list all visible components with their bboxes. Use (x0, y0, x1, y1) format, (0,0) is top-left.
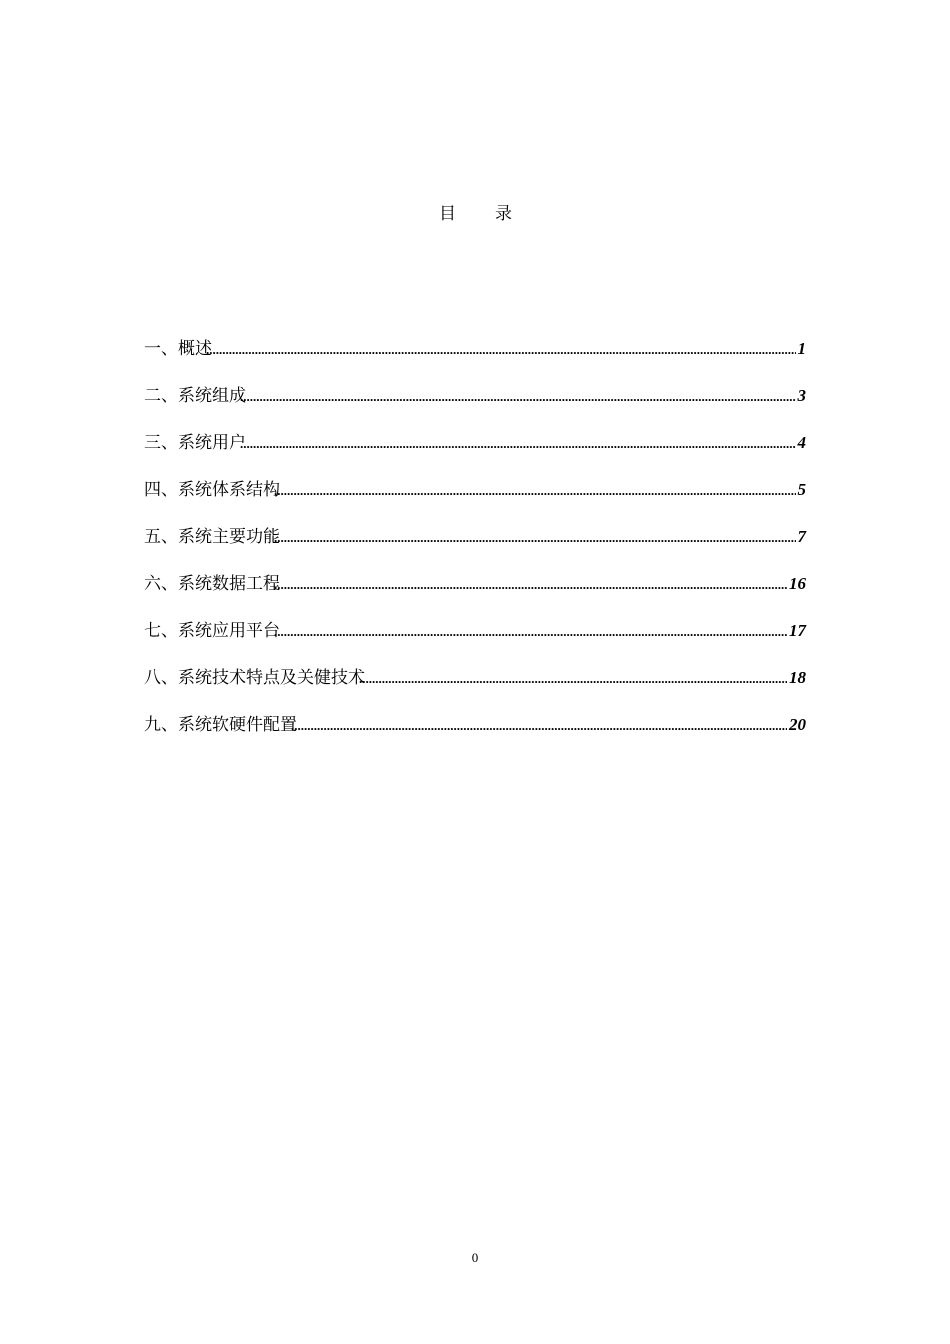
toc-entry-page: 18 (789, 668, 806, 687)
toc-entry-label: 二、系统组成 (144, 386, 246, 406)
toc-entry-label: 七、系统应用平台 (144, 621, 280, 641)
toc-entry-label: 八、系统技术特点及关健技术 (144, 668, 365, 688)
toc-entry-label: 五、系统主要功能 (144, 527, 280, 547)
toc-entry[interactable] (144, 569, 806, 616)
toc-entry-label: 四、系统体系结构 (144, 480, 280, 500)
toc-leader-dots (359, 664, 787, 694)
toc-entry-page: 1 (797, 339, 806, 358)
toc-leader-dots (240, 382, 796, 412)
toc-leader-dots (240, 429, 796, 459)
toc-entry[interactable] (144, 663, 806, 710)
toc-entry[interactable] (144, 428, 806, 475)
toc-entry-label: 三、系统用户 (144, 433, 246, 453)
toc-leader-dots (274, 476, 796, 506)
toc-leader-dots (274, 523, 796, 553)
toc-entry-label: 九、系统软硬件配置 (144, 715, 297, 735)
toc-entry-page: 5 (797, 480, 806, 499)
toc-entry[interactable] (144, 475, 806, 522)
toc-title (0, 204, 950, 224)
toc-title-char-1: 目 (439, 204, 456, 224)
toc-entry[interactable] (144, 616, 806, 663)
toc-entry[interactable] (144, 522, 806, 569)
toc-leader-dots (274, 617, 787, 647)
toc-entry-page: 7 (797, 527, 806, 546)
toc-entry[interactable] (144, 381, 806, 428)
toc-entry-page: 20 (789, 715, 806, 734)
toc-entry-page: 17 (789, 621, 806, 640)
toc-leader-dots (206, 335, 796, 365)
page-number: 0 (471, 1250, 479, 1265)
toc-list (144, 334, 806, 757)
toc-entry[interactable] (144, 710, 806, 757)
toc-leader-dots (274, 570, 787, 600)
toc-entry-page: 3 (797, 386, 806, 405)
toc-entry-label: 一、概述 (144, 339, 212, 359)
toc-title-char-2: 录 (495, 204, 512, 224)
toc-entry-page: 16 (789, 574, 806, 593)
toc-entry-page: 4 (797, 433, 806, 452)
toc-entry-label: 六、系统数据工程 (144, 574, 280, 594)
toc-leader-dots (291, 711, 787, 741)
toc-entry[interactable] (144, 334, 806, 381)
